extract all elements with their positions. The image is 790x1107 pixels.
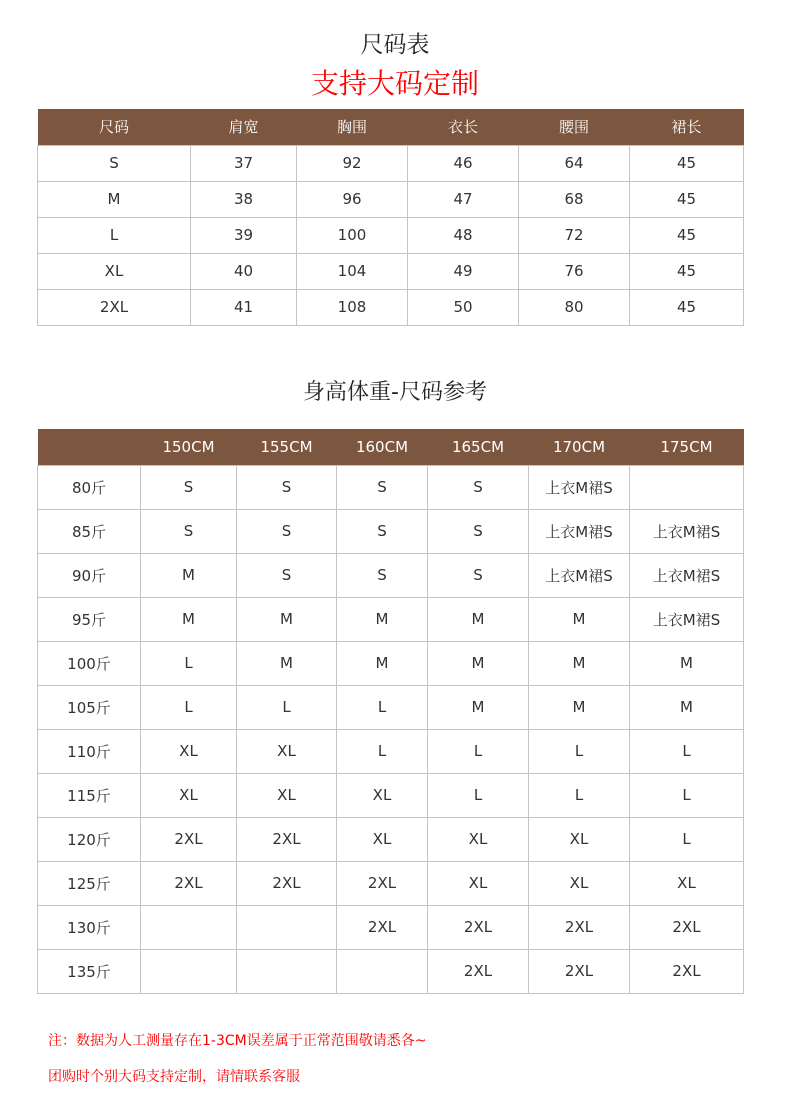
table-row bbox=[38, 145, 744, 181]
table-cell bbox=[237, 905, 337, 949]
table-row bbox=[38, 509, 744, 553]
column-header bbox=[38, 429, 141, 465]
table-cell: L bbox=[141, 685, 237, 729]
table-cell: L bbox=[630, 773, 744, 817]
column-header: 衣长 bbox=[408, 109, 519, 145]
table-cell: 38 bbox=[191, 181, 297, 217]
table-cell: XL bbox=[237, 773, 337, 817]
size-table bbox=[37, 109, 744, 326]
table-cell: XL bbox=[337, 773, 428, 817]
page-title: 尺码表 bbox=[360, 32, 430, 58]
table-cell: 72 bbox=[519, 217, 630, 253]
table-cell: L bbox=[428, 729, 529, 773]
table-cell: 125斤 bbox=[38, 861, 141, 905]
table-cell: S bbox=[337, 553, 428, 597]
table-cell: 104 bbox=[297, 253, 408, 289]
table-cell: 45 bbox=[630, 253, 744, 289]
table-cell: L bbox=[630, 817, 744, 861]
table-cell: 上衣M裙S bbox=[630, 553, 744, 597]
table-cell: 50 bbox=[408, 289, 519, 325]
column-header: 175CM bbox=[630, 429, 744, 465]
table-cell: M bbox=[428, 685, 529, 729]
table-cell: 2XL bbox=[237, 817, 337, 861]
table-cell: 2XL bbox=[428, 949, 529, 993]
table-row bbox=[38, 597, 744, 641]
table-cell: 47 bbox=[408, 181, 519, 217]
table-cell: L bbox=[237, 685, 337, 729]
table-cell: XL bbox=[630, 861, 744, 905]
table-cell: 45 bbox=[630, 181, 744, 217]
column-header: 170CM bbox=[529, 429, 630, 465]
table-cell: XL bbox=[141, 773, 237, 817]
table-cell: 64 bbox=[519, 145, 630, 181]
table-cell: 80 bbox=[519, 289, 630, 325]
table-cell: 120斤 bbox=[38, 817, 141, 861]
table-cell: L bbox=[141, 641, 237, 685]
table-cell: 46 bbox=[408, 145, 519, 181]
table-cell: 105斤 bbox=[38, 685, 141, 729]
table-cell: S bbox=[337, 465, 428, 509]
reference-title: 身高体重-尺码参考 bbox=[303, 380, 487, 405]
table-cell bbox=[141, 949, 237, 993]
table-cell: M bbox=[428, 641, 529, 685]
table-cell: 2XL bbox=[141, 817, 237, 861]
table-cell: M bbox=[630, 685, 744, 729]
table-cell: 2XL bbox=[337, 905, 428, 949]
table-cell: 90斤 bbox=[38, 553, 141, 597]
table-cell: M bbox=[237, 641, 337, 685]
table-cell: L bbox=[337, 685, 428, 729]
table-row bbox=[38, 905, 744, 949]
custom-order-note: 团购时个别大码支持定制，请情联系客服 bbox=[48, 1069, 300, 1085]
table-cell: 95斤 bbox=[38, 597, 141, 641]
table-cell: S bbox=[237, 509, 337, 553]
table-cell: 41 bbox=[191, 289, 297, 325]
table-row bbox=[38, 217, 744, 253]
table-cell: S bbox=[428, 509, 529, 553]
table-cell: 68 bbox=[519, 181, 630, 217]
table-cell: M bbox=[428, 597, 529, 641]
table-cell: S bbox=[428, 553, 529, 597]
table-row bbox=[38, 641, 744, 685]
column-header: 裙长 bbox=[630, 109, 744, 145]
table-cell: XL bbox=[428, 861, 529, 905]
table-cell: M bbox=[141, 553, 237, 597]
table-cell bbox=[141, 905, 237, 949]
column-header: 腰围 bbox=[519, 109, 630, 145]
table-cell: 130斤 bbox=[38, 905, 141, 949]
table-cell: XL bbox=[38, 253, 191, 289]
table-cell: 110斤 bbox=[38, 729, 141, 773]
table-cell: 45 bbox=[630, 145, 744, 181]
table-cell: M bbox=[529, 685, 630, 729]
table-cell: 108 bbox=[297, 289, 408, 325]
table-cell: L bbox=[529, 729, 630, 773]
measurement-note: 注：数据为人工测量存在1-3CM误差属于正常范围敬请悉各~ bbox=[48, 1033, 427, 1049]
height-weight-table bbox=[37, 429, 744, 994]
table-cell: M bbox=[630, 641, 744, 685]
table-cell: 80斤 bbox=[38, 465, 141, 509]
table-cell: XL bbox=[529, 861, 630, 905]
table-cell: 2XL bbox=[630, 905, 744, 949]
table-cell: M bbox=[529, 641, 630, 685]
table-cell: 2XL bbox=[38, 289, 191, 325]
table-cell: 49 bbox=[408, 253, 519, 289]
table-cell: 48 bbox=[408, 217, 519, 253]
column-header: 150CM bbox=[141, 429, 237, 465]
table-cell: XL bbox=[141, 729, 237, 773]
table-cell: 2XL bbox=[141, 861, 237, 905]
table-cell: 2XL bbox=[529, 949, 630, 993]
table-cell: L bbox=[630, 729, 744, 773]
table-row bbox=[38, 861, 744, 905]
column-header: 尺码 bbox=[38, 109, 191, 145]
table-row bbox=[38, 181, 744, 217]
custom-size-subtitle: 支持大码定制 bbox=[310, 67, 479, 100]
column-header: 165CM bbox=[428, 429, 529, 465]
table-cell: 100斤 bbox=[38, 641, 141, 685]
table-row bbox=[38, 465, 744, 509]
table-cell: 2XL bbox=[529, 905, 630, 949]
table-row bbox=[38, 773, 744, 817]
table-cell: XL bbox=[237, 729, 337, 773]
table-cell: 上衣M裙S bbox=[630, 509, 744, 553]
table-cell: 92 bbox=[297, 145, 408, 181]
table-cell: S bbox=[428, 465, 529, 509]
table-cell: S bbox=[38, 145, 191, 181]
table-cell: L bbox=[337, 729, 428, 773]
table-cell: M bbox=[337, 641, 428, 685]
table-cell: 96 bbox=[297, 181, 408, 217]
table-cell: 37 bbox=[191, 145, 297, 181]
table-cell: 76 bbox=[519, 253, 630, 289]
table-cell: XL bbox=[337, 817, 428, 861]
table-cell: S bbox=[237, 553, 337, 597]
table-cell: 100 bbox=[297, 217, 408, 253]
table-cell: M bbox=[337, 597, 428, 641]
table-cell: 2XL bbox=[237, 861, 337, 905]
table-cell: 135斤 bbox=[38, 949, 141, 993]
table-cell: 2XL bbox=[337, 861, 428, 905]
table-cell: 115斤 bbox=[38, 773, 141, 817]
column-header: 胸围 bbox=[297, 109, 408, 145]
table-cell: 45 bbox=[630, 289, 744, 325]
table-cell: 40 bbox=[191, 253, 297, 289]
table-cell: 39 bbox=[191, 217, 297, 253]
table-cell: M bbox=[38, 181, 191, 217]
table-row bbox=[38, 817, 744, 861]
table-cell bbox=[337, 949, 428, 993]
table-cell: 2XL bbox=[428, 905, 529, 949]
table-cell: 45 bbox=[630, 217, 744, 253]
table-cell: 上衣M裙S bbox=[529, 553, 630, 597]
table-cell: 上衣M裙S bbox=[529, 509, 630, 553]
table-cell bbox=[630, 465, 744, 509]
table-cell: 2XL bbox=[630, 949, 744, 993]
table-cell: M bbox=[141, 597, 237, 641]
table-row bbox=[38, 729, 744, 773]
table-cell: L bbox=[428, 773, 529, 817]
table-cell: 85斤 bbox=[38, 509, 141, 553]
column-header: 肩宽 bbox=[191, 109, 297, 145]
table-cell: S bbox=[141, 465, 237, 509]
table-row bbox=[38, 949, 744, 993]
table-cell: S bbox=[237, 465, 337, 509]
table-cell: L bbox=[529, 773, 630, 817]
table-row bbox=[38, 685, 744, 729]
table-cell: M bbox=[237, 597, 337, 641]
column-header: 155CM bbox=[237, 429, 337, 465]
table-row bbox=[38, 553, 744, 597]
table-cell: 上衣M裙S bbox=[529, 465, 630, 509]
table-cell: L bbox=[38, 217, 191, 253]
table-cell: S bbox=[337, 509, 428, 553]
table-cell: XL bbox=[529, 817, 630, 861]
table-cell: S bbox=[141, 509, 237, 553]
table-cell: 上衣M裙S bbox=[630, 597, 744, 641]
table-cell: XL bbox=[428, 817, 529, 861]
table-row bbox=[38, 253, 744, 289]
table-row bbox=[38, 289, 744, 325]
table-cell: M bbox=[529, 597, 630, 641]
table-cell bbox=[237, 949, 337, 993]
column-header: 160CM bbox=[337, 429, 428, 465]
